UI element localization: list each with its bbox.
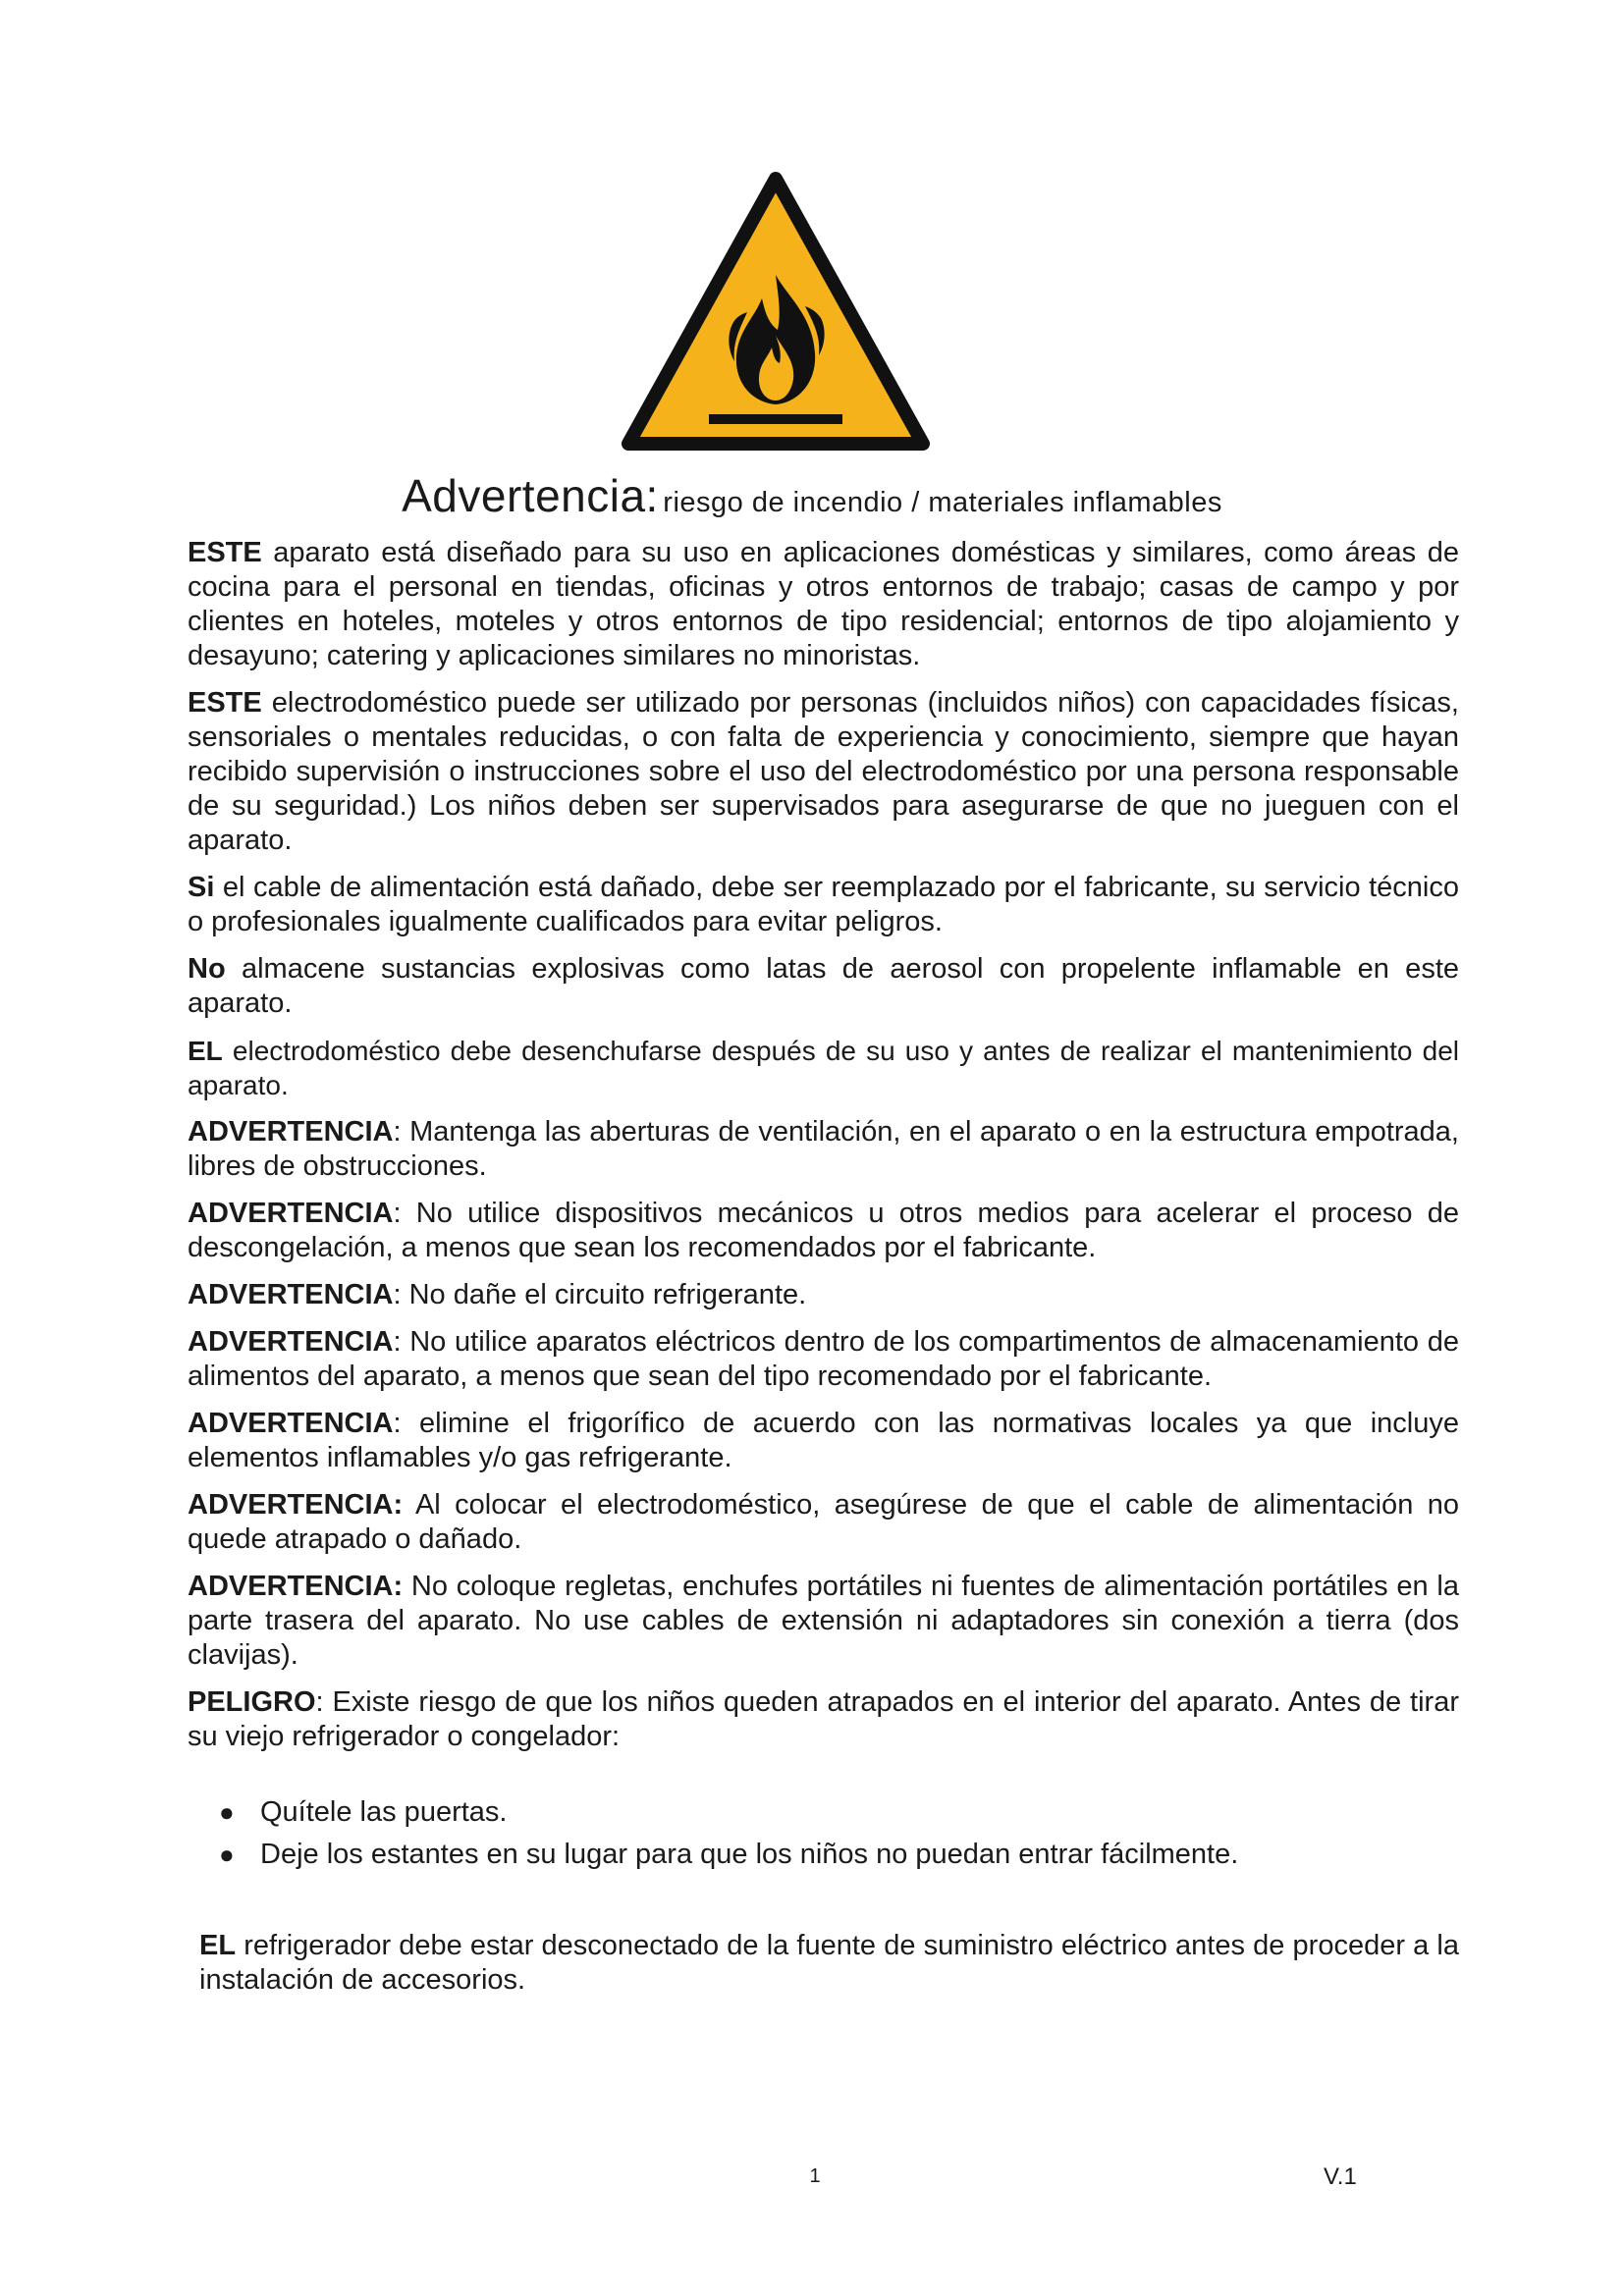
paragraph-text: : Mantenga las aberturas de ventilación, en el aparato o en la estructura empotrada, libres de obstrucciones. xyxy=(188,1116,1459,1182)
paragraph-text: el cable de alimentación está dañado, debe ser reemplazado por el fabricante, su servicio técnico o profesionales igualmente cualificados para evitar peligros. xyxy=(188,872,1459,937)
paragraph-lead: EL xyxy=(188,1036,223,1066)
list-item xyxy=(219,1795,1459,1830)
bullet-list xyxy=(188,1795,1459,1872)
bullet-icon: ● xyxy=(219,1797,235,1827)
paragraph xyxy=(188,536,1459,673)
paragraph-text: : Existe riesgo de que los niños queden atrapados en el interior del aparato. Antes de tirar su viejo refrigerador o congelador: xyxy=(188,1686,1459,1752)
paragraph-text: Al colocar el electrodoméstico, asegúrese de que el cable de alimentación no quede atrapado o dañado. xyxy=(188,1489,1459,1555)
safety-instructions xyxy=(188,536,1459,2010)
paragraph xyxy=(188,1407,1459,1475)
paragraph-lead: ADVERTENCIA xyxy=(188,1408,394,1439)
paragraph-text: : elimine el frigorífico de acuerdo con las normativas locales ya que incluye elementos inflamables y/o gas refrigerante. xyxy=(188,1408,1459,1473)
paragraph-lead: ADVERTENCIA: xyxy=(188,1571,404,1602)
warning-title xyxy=(0,469,1624,522)
paragraph-lead: ESTE xyxy=(188,537,262,568)
paragraph-lead: EL xyxy=(199,1930,237,1961)
paragraph-text: almacene sustancias explosivas como latas de aerosol con propelente inflamable en este aparato. xyxy=(188,953,1459,1019)
paragraph xyxy=(188,871,1459,939)
paragraph xyxy=(188,1197,1459,1265)
paragraph-text: No coloque regletas, enchufes portátiles ni fuentes de alimentación portátiles en la parte trasera del aparato. No use cables de extensión ni adaptadores sin conexión a tierra (dos clavijas). xyxy=(188,1571,1459,1671)
paragraph-text: : No dañe el circuito refrigerante. xyxy=(393,1279,807,1310)
paragraph xyxy=(188,952,1459,1021)
page-number: 1 xyxy=(809,2165,821,2187)
paragraph-text: electrodoméstico puede ser utilizado por personas (incluidos niños) con capacidades físicas, sensoriales o mentales reducidas, o con falta de experiencia y conocimiento, siempre que hayan recibido supervisión o instrucciones sobre el uso del electrodoméstico por una persona responsable de su seguridad.) Los niños deben ser supervisados para asegurarse de que no jueguen con el aparato. xyxy=(188,687,1459,856)
paragraph-lead: ADVERTENCIA xyxy=(188,1326,394,1358)
paragraph xyxy=(188,1685,1459,1754)
title-subtitle: riesgo de incendio / materiales inflamables xyxy=(663,487,1222,518)
paragraph-lead: ADVERTENCIA xyxy=(188,1279,394,1310)
paragraph-lead: ADVERTENCIA xyxy=(188,1198,394,1229)
final-paragraph xyxy=(188,1929,1459,1998)
list-item-text: Quítele las puertas. xyxy=(260,1796,508,1828)
paragraph xyxy=(188,1034,1459,1102)
paragraph-text: : No utilice aparatos eléctricos dentro de los compartimentos de almacenamiento de alimentos del aparato, a menos que sean del tipo recomendado por el fabricante. xyxy=(188,1326,1459,1392)
paragraph xyxy=(188,1115,1459,1184)
paragraph-lead: Si xyxy=(188,872,215,903)
bullet-icon: ● xyxy=(219,1840,235,1869)
flammable-warning-icon xyxy=(619,169,933,454)
paragraph-lead: ADVERTENCIA xyxy=(188,1116,394,1148)
paragraph xyxy=(188,1570,1459,1673)
paragraph-text: : No utilice dispositivos mecánicos u otros medios para acelerar el proceso de descongelación, a menos que sean los recomendados por el fabricante. xyxy=(188,1198,1459,1263)
paragraph-text: refrigerador debe estar desconectado de la fuente de suministro eléctrico antes de proceder a la instalación de accesorios. xyxy=(199,1930,1459,1996)
list-item xyxy=(219,1838,1459,1872)
version-label: V.1 xyxy=(1324,2163,1357,2190)
paragraph xyxy=(188,1325,1459,1394)
title-main: Advertencia: xyxy=(402,470,659,521)
paragraph-lead: ADVERTENCIA: xyxy=(188,1489,404,1521)
paragraph-lead: No xyxy=(188,953,226,985)
paragraph-lead: ESTE xyxy=(188,687,262,719)
paragraph-text: electrodoméstico debe desenchufarse después de su uso y antes de realizar el mantenimiento del aparato. xyxy=(188,1036,1459,1100)
paragraph xyxy=(188,1278,1459,1312)
paragraph-lead: PELIGRO xyxy=(188,1686,316,1718)
paragraph xyxy=(188,1488,1459,1557)
paragraph xyxy=(188,686,1459,858)
paragraph-text: aparato está diseñado para su uso en aplicaciones domésticas y similares, como áreas de cocina para el personal en tiendas, oficinas y otros entornos de trabajo; casas de campo y por clientes en hoteles, moteles y otros entornos de tipo residencial; entornos de tipo alojamiento y desayuno; catering y aplicaciones similares no minoristas. xyxy=(188,537,1459,671)
list-item-text: Deje los estantes en su lugar para que los niños no puedan entrar fácilmente. xyxy=(260,1839,1239,1870)
